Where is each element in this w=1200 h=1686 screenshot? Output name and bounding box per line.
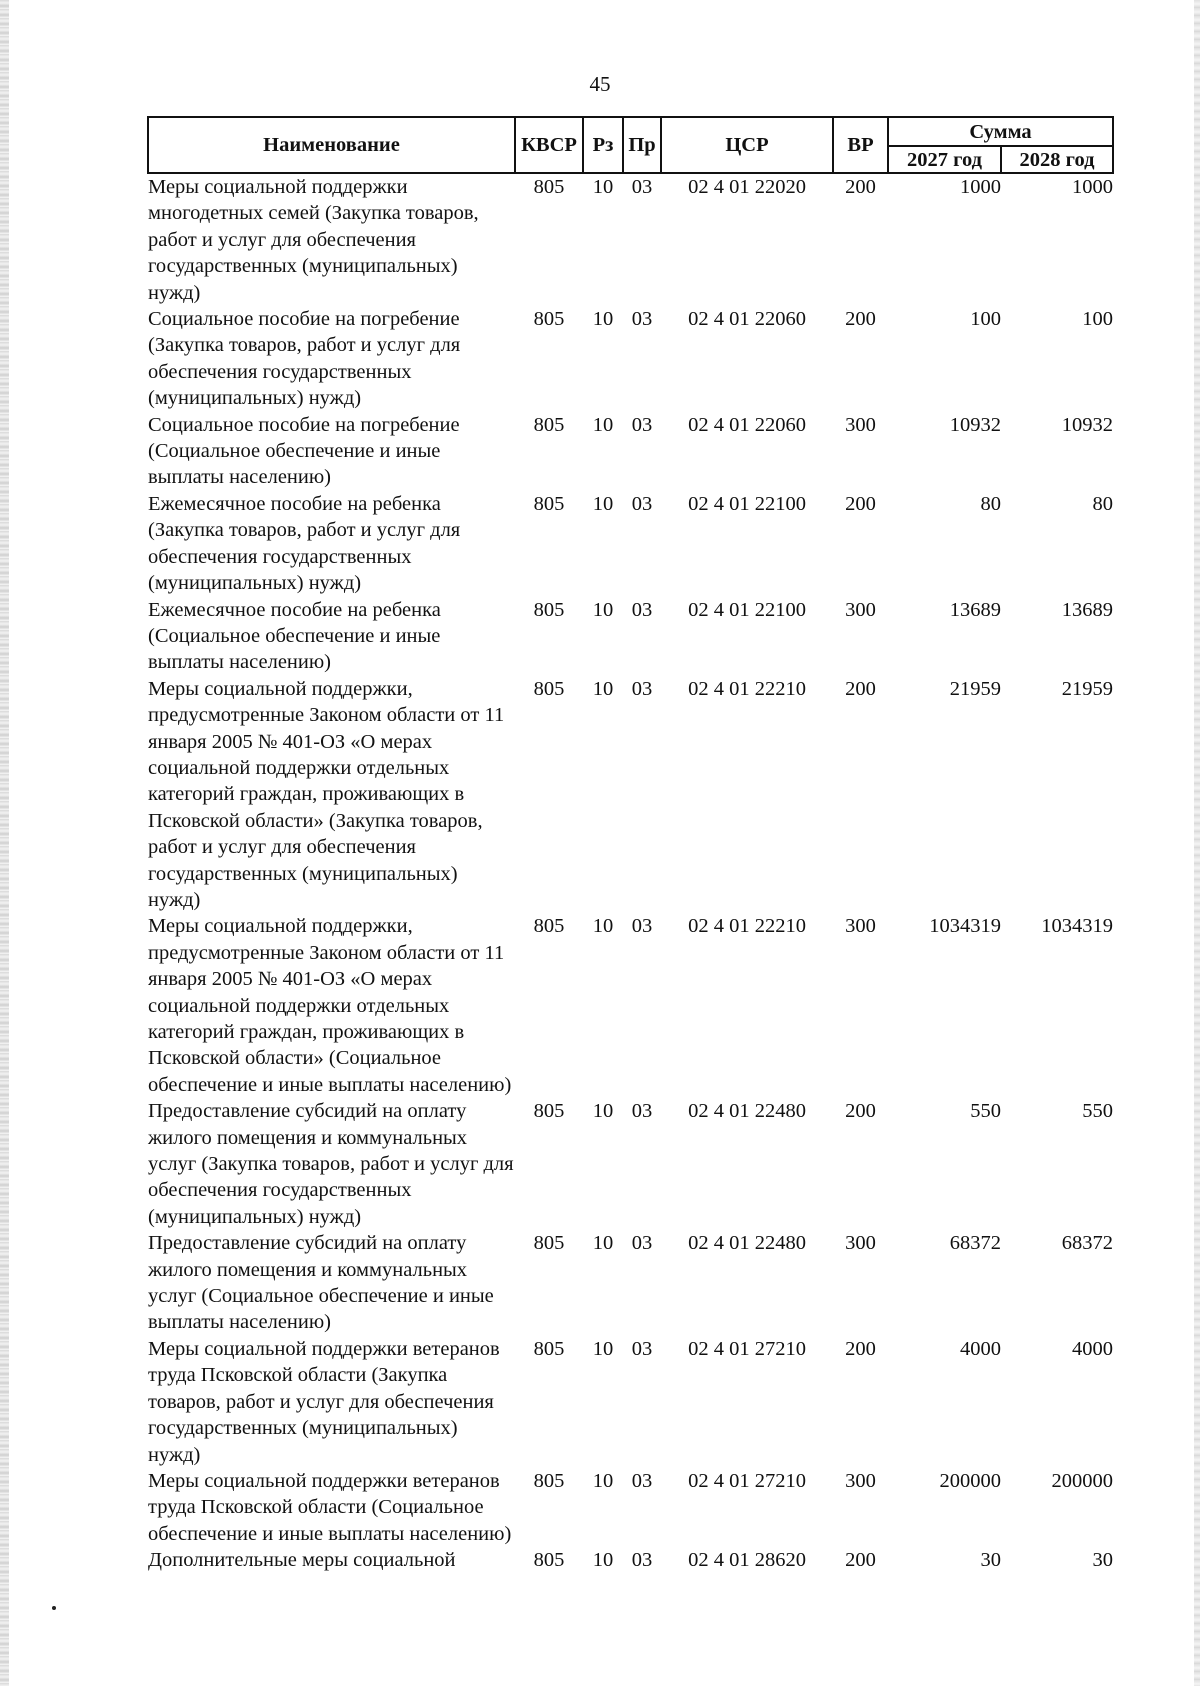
row-csr: 02 4 01 27210	[688, 1469, 806, 1492]
row-sum-2027: 4000	[960, 1337, 1001, 1360]
row-pr: 03	[631, 492, 653, 515]
row-csr: 02 4 01 22210	[688, 915, 806, 938]
row-csr: 02 4 01 22100	[688, 492, 806, 515]
row-vr: 200	[845, 308, 876, 331]
row-sum-2027: 68372	[949, 1232, 1001, 1255]
row-vr: 200	[845, 176, 876, 198]
row-vr: 200	[845, 677, 876, 700]
row-kvsr: 805	[533, 308, 565, 331]
row-sum-2028: 4000	[1072, 1337, 1113, 1360]
table-row	[148, 1230, 1113, 1336]
row-sum-2027: 100	[970, 308, 1001, 331]
table-row	[148, 913, 1113, 1098]
row-name: Ежемесячное пособие на ребенка (Социальное обеспечение и иные выплаты населению)	[148, 598, 441, 674]
row-name: Ежемесячное пособие на ребенка (Закупка товаров, работ и услуг для обеспечения государственных (муниципальных) нужд)	[148, 492, 461, 595]
row-name: Меры социальной поддержки ветеранов труда Псковской области (Закупка товаров, работ и услуг для обеспечения государственных (муниципальных) нужд)	[148, 1337, 500, 1466]
scan-speck	[52, 1606, 56, 1610]
budget-table	[147, 116, 1114, 1574]
row-sum-2028: 10932	[1061, 413, 1113, 436]
row-rz: 10	[592, 1337, 614, 1360]
header-vr: ВР	[833, 117, 888, 173]
row-sum-2028: 80	[1092, 492, 1113, 515]
row-csr: 02 4 01 22060	[688, 308, 806, 331]
row-name: Предоставление субсидий на оплату жилого помещения и коммунальных услуг (Социальное обеспечение и иные выплаты населению)	[148, 1232, 494, 1334]
row-sum-2027: 30	[980, 1549, 1001, 1572]
row-pr: 03	[631, 1549, 653, 1572]
table-row	[148, 597, 1113, 676]
row-csr: 02 4 01 22020	[688, 176, 806, 198]
header-csr: ЦСР	[661, 117, 833, 173]
header-year-2028: 2028 год	[1001, 146, 1113, 173]
row-name: Меры социальной поддержки, предусмотренные Законом области от 11 января 2005 № 401-ОЗ «О мерах социальной поддержки отдельных категорий граждан, проживающих в Псковской области» (Закупка товаров, работ и услуг для обеспечения государственных (муниципальных) нужд)	[148, 677, 505, 911]
row-rz: 10	[592, 413, 614, 436]
row-sum-2028: 30	[1092, 1549, 1113, 1572]
row-rz: 10	[592, 1232, 614, 1255]
header-name: Наименование	[148, 117, 515, 173]
row-rz: 10	[592, 915, 614, 938]
row-name: Социальное пособие на погребение (Социальное обеспечение и иные выплаты населению)	[148, 413, 460, 489]
row-kvsr: 805	[533, 1232, 565, 1255]
row-pr: 03	[631, 1100, 653, 1123]
row-rz: 10	[592, 176, 614, 198]
row-sum-2027: 1034319	[929, 915, 1001, 938]
row-pr: 03	[631, 677, 653, 700]
table-row	[148, 412, 1113, 491]
row-kvsr: 805	[533, 176, 565, 198]
row-vr: 200	[845, 492, 876, 515]
row-pr: 03	[631, 1337, 653, 1360]
row-pr: 03	[631, 308, 653, 331]
table-row	[148, 173, 1113, 306]
row-csr: 02 4 01 22100	[688, 598, 806, 621]
row-sum-2027: 13689	[949, 598, 1001, 621]
row-vr: 300	[845, 915, 876, 938]
row-name: Предоставление субсидий на оплату жилого помещения и коммунальных услуг (Закупка товаров, работ и услуг для обеспечения государственных (муниципальных) нужд)	[148, 1100, 514, 1228]
row-csr: 02 4 01 22480	[688, 1232, 806, 1255]
header-kvsr: КВСР	[515, 117, 583, 173]
row-kvsr: 805	[533, 598, 565, 621]
page-number: 45	[589, 72, 611, 96]
row-rz: 10	[592, 677, 614, 700]
row-kvsr: 805	[533, 915, 565, 938]
row-sum-2028: 13689	[1061, 598, 1113, 621]
row-pr: 03	[631, 598, 653, 621]
row-name: Меры социальной поддержки многодетных семей (Закупка товаров, работ и услуг для обеспечения государственных (муниципальных) нужд)	[148, 176, 479, 304]
row-sum-2027: 80	[980, 492, 1001, 515]
row-rz: 10	[592, 598, 614, 621]
row-pr: 03	[631, 413, 653, 436]
row-vr: 300	[845, 1232, 876, 1255]
row-vr: 300	[845, 413, 876, 436]
header-pr: Пр	[623, 117, 661, 173]
row-name: Меры социальной поддержки ветеранов труда Псковской области (Социальное обеспечение и иные выплаты населению)	[148, 1469, 512, 1545]
row-vr: 200	[845, 1100, 876, 1123]
table-row	[148, 491, 1113, 597]
row-kvsr: 805	[533, 1100, 565, 1123]
table-row	[148, 676, 1113, 914]
row-pr: 03	[631, 176, 653, 198]
row-vr: 300	[845, 1469, 876, 1492]
table-row	[148, 1336, 1113, 1468]
row-csr: 02 4 01 28620	[688, 1549, 806, 1572]
row-csr: 02 4 01 22210	[688, 677, 806, 700]
row-kvsr: 805	[533, 492, 565, 515]
row-csr: 02 4 01 22480	[688, 1100, 806, 1123]
row-name: Дополнительные меры социальной	[148, 1549, 456, 1572]
row-kvsr: 805	[533, 1469, 565, 1492]
row-sum-2028: 100	[1082, 308, 1113, 331]
row-name: Меры социальной поддержки, предусмотренные Законом области от 11 января 2005 № 401-ОЗ «О мерах социальной поддержки отдельных категорий граждан, проживающих в Псковской области» (Социальное обеспечение и иные выплаты населению)	[148, 915, 512, 1096]
header-year-2027: 2027 год	[888, 146, 1001, 173]
row-sum-2028: 68372	[1061, 1232, 1113, 1255]
row-sum-2027: 1000	[960, 176, 1001, 198]
row-kvsr: 805	[533, 677, 565, 700]
scan-right-edge	[1194, 0, 1200, 1686]
row-pr: 03	[631, 1232, 653, 1255]
row-pr: 03	[631, 1469, 653, 1492]
row-rz: 10	[592, 1549, 614, 1572]
row-csr: 02 4 01 27210	[688, 1337, 806, 1360]
row-kvsr: 805	[533, 413, 565, 436]
table-row	[148, 306, 1113, 412]
row-sum-2027: 200000	[939, 1469, 1001, 1492]
row-vr: 200	[845, 1549, 876, 1572]
row-kvsr: 805	[533, 1337, 565, 1360]
row-sum-2027: 10932	[949, 413, 1001, 436]
scan-left-edge	[0, 0, 9, 1686]
row-sum-2028: 200000	[1051, 1469, 1113, 1492]
row-rz: 10	[592, 492, 614, 515]
table-row	[148, 1547, 1113, 1573]
table-row	[148, 1468, 1113, 1547]
row-rz: 10	[592, 308, 614, 331]
row-sum-2028: 1034319	[1041, 915, 1113, 938]
header-rz: Рз	[583, 117, 623, 173]
header-sum: Сумма	[888, 117, 1113, 146]
row-sum-2028: 21959	[1061, 677, 1113, 700]
row-rz: 10	[592, 1100, 614, 1123]
row-sum-2027: 21959	[949, 677, 1001, 700]
row-rz: 10	[592, 1469, 614, 1492]
row-kvsr: 805	[533, 1549, 565, 1572]
row-sum-2028: 550	[1082, 1100, 1113, 1123]
row-pr: 03	[631, 915, 653, 938]
table-row	[148, 1098, 1113, 1230]
row-sum-2027: 550	[970, 1100, 1001, 1123]
row-vr: 300	[845, 598, 876, 621]
row-sum-2028: 1000	[1072, 176, 1113, 198]
row-vr: 200	[845, 1337, 876, 1360]
row-name: Социальное пособие на погребение (Закупка товаров, работ и услуг для обеспечения государственных (муниципальных) нужд)	[148, 308, 461, 410]
row-csr: 02 4 01 22060	[688, 413, 806, 436]
